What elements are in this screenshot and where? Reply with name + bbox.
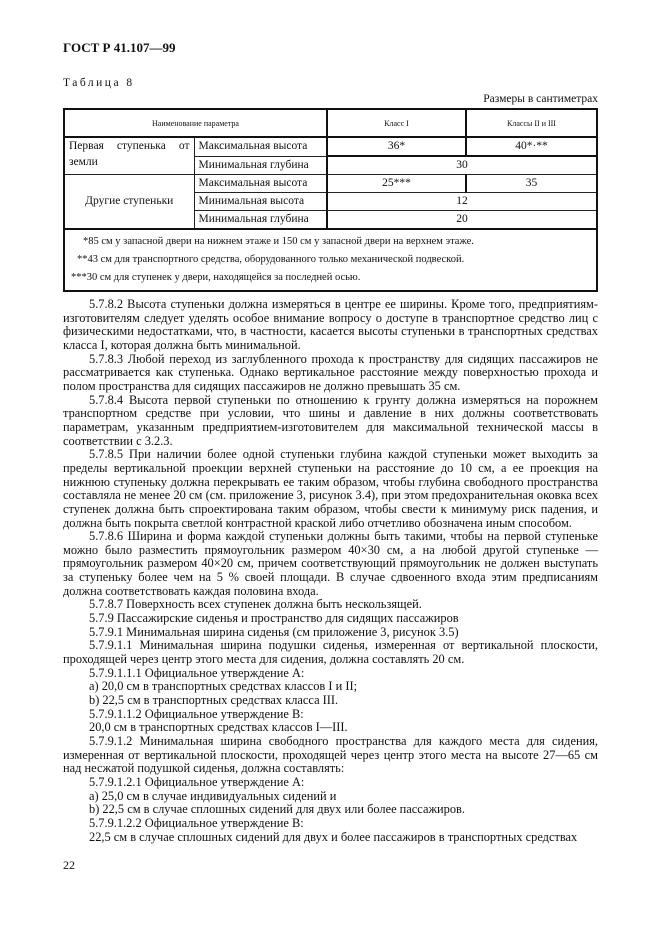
param-cell: Минимальная глубина [194,156,327,175]
list-item: a) 25,0 см в случае индивидуальных сидений и [89,788,337,803]
table-row [64,175,597,193]
table-units: Размеры в сантиметрах [483,93,598,105]
group-label: Первая ступенька от земли [64,137,194,175]
table-header-row [64,109,597,137]
paragraph: 5.7.8.4 Высота первой ступеньки по отношению к грунту должна измеряться на порожнем транспортном средстве при условии, что шины и давление в них должны соответствовать параметрам, указанным предприятием-изготовителем для максимальной технической массы в соответствии с 3.2.3. [63,392,598,448]
value-cell: 40*·** [466,137,597,156]
group-label: Другие ступеньки [64,175,194,230]
paragraph: 5.7.9 Пассажирские сиденья и пространство для сидящих пассажиров [89,611,459,626]
value-cell: 12 [327,193,597,211]
document-header: ГОСТ Р 41.107—99 [63,40,176,55]
paragraph: 5.7.9.1.2 Минимальная ширина свободного пространства для каждого места для сидения, измеренная от вертикальной плоскости, проходящей через центр этого места на высоте 27—65 см над несжатой подушкой сиденья, должна составлять: [63,734,598,776]
paragraph: 5.7.9.1 Минимальная ширина сиденья (см приложение 3, рисунок 3.5) [89,624,459,639]
paragraph: 5.7.9.1.2.1 Официальное утверждение А: [89,774,305,789]
paragraph: 5.7.9.1.1.1 Официальное утверждение А: [89,665,305,680]
header-class1: Класс I [327,109,466,137]
value-cell: 20 [327,211,597,230]
table-notes-row [64,229,597,291]
paragraph: 5.7.9.1.1.2 Официальное утверждение В: [89,706,304,721]
value-cell: 36* [327,137,466,156]
list-item: b) 22,5 см в случае сплошных сидений для двух или более пассажиров. [89,802,465,817]
param-cell: Максимальная высота [194,175,327,193]
body-text [63,298,598,844]
header-class23: Классы II и III [466,109,597,137]
paragraph: 5.7.9.1.1 Минимальная ширина подушки сиденья, измеренная от вертикальной плоскости, проходящей через центр этого места для сидения, должна составлять 20 см. [63,638,598,667]
paragraph: 20,0 см в транспортных средствах классов I—III. [89,720,348,735]
footnote: *85 см у запасной двери на нижнем этаже и 150 см у запасной двери на верхнем этаже. [83,236,474,247]
list-item: a) 20,0 см в транспортных средствах классов I и II; [89,679,358,694]
footnote: **43 см для транспортного средства, оборудованного только механической подвеской. [77,254,465,265]
paragraph: 5.7.8.2 Высота ступеньки должна измеряться в центре ее ширины. Кроме того, предприятиям-изготовителям следует уделять особое внимание вопросу о доступе в транспортное средство лиц с физическими недостатками, что, в частности, касается высоты ступеньки в транспортных средствах класса I, которая должна быть минимальной. [63,297,598,352]
paragraph: 5.7.8.5 При наличии более одной ступеньки глубина каждой ступеньки может выходить за пределы вертикальной проекции верхней ступеньки на расстояние до 10 см, а ее проекция на нижнюю ступеньку должна перекрывать ее таким образом, чтобы глубина свободного пространства составляла не менее 20 см (см. приложение 3, рисунок 3.4), при этом предохранительная оковка всех ступенек должна быть спроектирована таким образом, чтобы свести к минимуму риск падения, и должна быть покрыта светлой контрастной краской либо отчетливо обозначена иным способом. [63,447,598,530]
value-cell: 25*** [327,175,466,193]
paragraph: 5.7.8.3 Любой переход из заглубленного прохода к пространству для сидящих пассажиров не рассматривается как ступенька. Однако вертикальное расстояние между поверхностью прохода и полом пространства для сидящих пассажиров не должно превышать 35 см. [63,351,598,393]
paragraph: 5.7.9.1.2.2 Официальное утверждение В: [89,815,304,830]
param-cell: Максимальная высота [194,137,327,156]
table-notes [64,229,597,291]
footnote: ***30 см для ступенек у двери, находящейся за последней осью. [71,272,361,283]
page-number: 22 [63,858,75,873]
paragraph: 5.7.8.7 Поверхность всех ступенек должна быть нескользящей. [89,597,422,612]
paragraph: 22,5 см в случае сплошных сидений для двух и более пассажиров в транспортных средствах [89,829,578,844]
steps-table [63,108,598,292]
paragraph: 5.7.8.6 Ширина и форма каждой ступеньки должны быть такими, чтобы на первой ступеньке можно было разместить прямоугольник размером 40×30 см, а на любой другой ступеньке — прямоугольник размером 40×20 см, причем соответствующий прямоугольник не должен выступать за ступеньку более чем на 5 % своей площади. В случае сдвоенного входа этим предписаниям должна соответствовать каждая половина входа. [63,529,598,598]
param-cell: Минимальная высота [194,193,327,211]
page-content [63,0,598,902]
param-cell: Минимальная глубина [194,211,327,230]
value-cell: 35 [466,175,597,193]
value-cell: 30 [327,156,597,175]
table-caption: Таблица 8 [63,77,135,89]
header-param: Наименование параметра [64,109,327,137]
list-item: b) 22,5 см в транспортных средствах класса III. [89,693,339,708]
table-row [64,137,597,156]
